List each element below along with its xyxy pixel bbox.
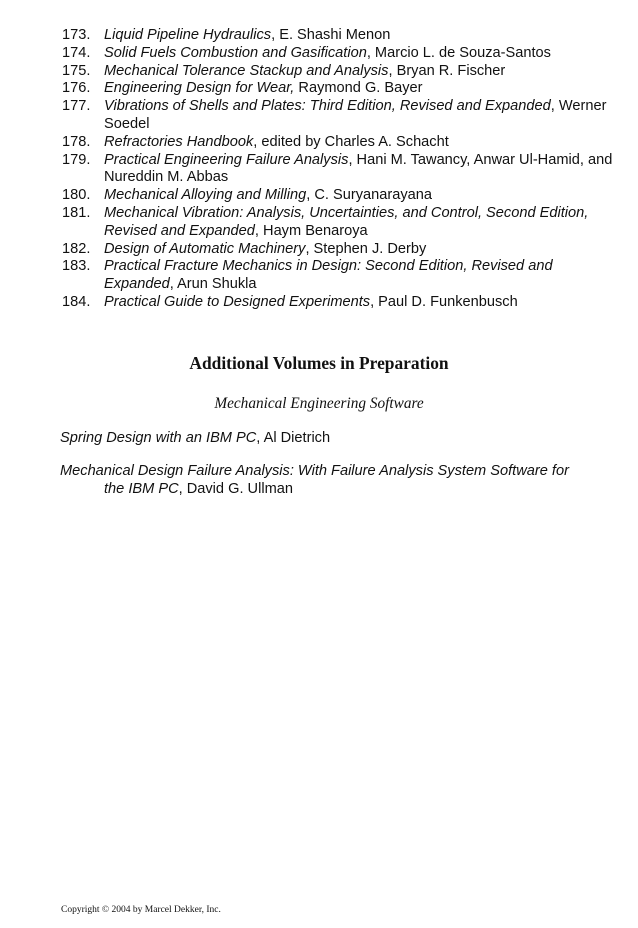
book-author: , Arun Shukla — [169, 276, 257, 293]
list-item — [62, 258, 622, 294]
list-item — [62, 187, 622, 205]
list-item — [62, 98, 622, 134]
list-item — [62, 241, 622, 259]
section-subheading: Mechanical Engineering Software — [214, 395, 424, 412]
entry-number: 181. — [62, 204, 91, 221]
book-title: Mechanical Vibration: Analysis, Uncertainties, and Control, Second Edition, Revised and Expanded — [104, 204, 589, 239]
book-title: Vibrations of Shells and Plates: Third Edition, Revised and Expanded — [104, 98, 551, 115]
copyright-notice: Copyright © 2004 by Marcel Dekker, Inc. — [61, 905, 221, 915]
book-title: Design of Automatic Machinery — [104, 240, 306, 257]
book-author: , Paul D. Funkenbusch — [370, 293, 518, 310]
book-title: Mechanical Design Failure Analysis: With Failure Analysis System Software for the IBM PC — [60, 462, 569, 497]
book-author: , Hani M. Tawancy, Anwar Ul-Hamid, and Nureddin M. Abbas — [104, 151, 613, 186]
book-title: Mechanical Tolerance Stackup and Analysis — [104, 62, 389, 79]
book-title: Liquid Pipeline Hydraulics — [104, 27, 272, 43]
book-author: , Marcio L. de Souza-Santos — [366, 44, 551, 61]
book-author: , Bryan R. Fischer — [388, 62, 506, 79]
software-list — [60, 430, 580, 513]
list-item — [62, 294, 622, 312]
book-title: Spring Design with an IBM PC — [60, 430, 257, 446]
list-item — [62, 134, 622, 152]
entry-number: 184. — [62, 293, 91, 310]
list-item — [62, 80, 622, 98]
book-author: , Werner Soedel — [104, 98, 607, 132]
book-title: Mechanical Alloying and Milling — [104, 187, 307, 204]
section-heading: Additional Volumes in Preparation — [189, 353, 449, 373]
entry-number: 175. — [62, 62, 91, 79]
book-title: Practical Engineering Failure Analysis — [104, 151, 349, 168]
list-item — [60, 430, 580, 448]
book-title: Practical Guide to Designed Experiments — [104, 293, 371, 310]
book-author: , Al Dietrich — [256, 430, 331, 446]
entry-number: 173. — [62, 27, 91, 43]
book-author: , David G. Ullman — [178, 480, 293, 497]
book-author: , E. Shashi Menon — [271, 27, 391, 43]
entry-number: 174. — [62, 44, 91, 61]
entry-number: 179. — [62, 151, 91, 168]
book-title: Solid Fuels Combustion and Gasification — [104, 44, 367, 61]
entry-number: 177. — [62, 98, 91, 115]
series-list — [62, 27, 622, 312]
entry-number: 178. — [62, 133, 91, 150]
book-author: , Haym Benaroya — [254, 222, 368, 239]
book-title: Engineering Design for Wear, — [104, 80, 295, 97]
list-item — [62, 205, 622, 241]
list-item — [62, 63, 622, 81]
book-title: Refractories Handbook — [104, 133, 254, 150]
entry-number: 180. — [62, 187, 91, 204]
book-title: Practical Fracture Mechanics in Design: Second Edition, Revised and Expanded — [104, 258, 553, 293]
list-item — [62, 45, 622, 63]
book-author: , Stephen J. Derby — [305, 240, 427, 257]
entry-number: 183. — [62, 258, 91, 275]
book-author: , edited by Charles A. Schacht — [253, 133, 449, 150]
list-item — [60, 463, 580, 499]
list-item — [62, 152, 622, 188]
book-author: , C. Suryanarayana — [306, 187, 433, 204]
entry-number: 176. — [62, 80, 91, 97]
book-author: Raymond G. Bayer — [294, 80, 423, 97]
entry-number: 182. — [62, 240, 91, 257]
list-item — [62, 27, 622, 45]
